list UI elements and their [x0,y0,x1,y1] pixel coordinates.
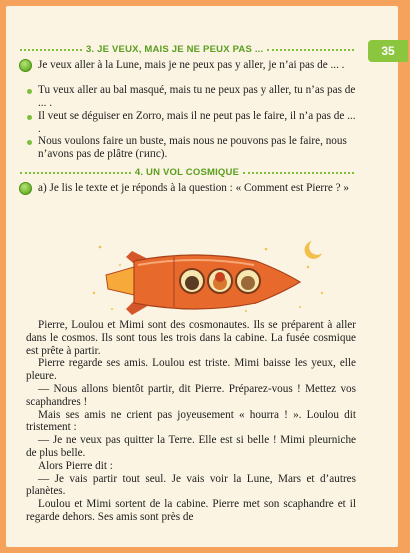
section-4-heading [20,165,354,179]
story-paragraph: Loulou et Mimi sortent de la cabine. Pierre met son scaphandre et il regarde dehors. Ses amis sont près de [26,498,356,523]
page-number: 35 [368,40,408,62]
story-paragraph: Alors Pierre dit : [38,459,113,472]
porthole-3 [236,269,260,293]
exercise-sentence: Il veut se déguiser en Zorro, mais il ne peut pas le faire, il n’a pas de ... . [38,110,356,135]
story-paragraph: — Je ne veux pas quitter la Terre. Elle est si belle ! Mimi pleurniche de plus belle. [26,434,356,459]
exercise-sentence: Je veux aller à la Lune, mais je ne peux pas y aller, je n’ai pas de ... . [38,59,345,71]
task-instruction: a) Je lis le texte et je réponds à la question : « Comment est Pierre ? » [38,182,349,194]
story-paragraph: Pierre, Loulou et Mimi sont des cosmonautes. Ils se préparent à aller dans le cosmos. Ils sont tous les trois dans la cabine. La fusée cosmique est prête à partir. [26,319,356,357]
rocket-exhaust [106,267,134,295]
porthole-2 [208,269,232,293]
story-paragraph: — Je vais partir tout seul. Je vais voir la Lune, Mars et d’autres planètes. [26,472,356,498]
exercise-sentence: Tu veux aller au bal masqué, mais tu ne peux pas y aller, tu n’as pas de ... . [38,84,356,109]
story-paragraph: Pierre regarde ses amis. Loulou est triste. Mimi baisse les yeux, elle pleure. [26,357,356,383]
divider [243,172,354,174]
divider [20,49,82,51]
bullet-icon [27,140,32,145]
exercise-badge-icon [19,59,32,72]
bullet-icon [27,115,32,120]
exercise-sentence: Nous voulons faire un buste, mais nous ne pouvons pas le faire, nous n’avons pas de plâtre (гипс). [38,135,347,160]
section-4-title: 4. UN VOL COSMIQUE [134,166,240,178]
divider [20,172,131,174]
exercise-badge-icon [19,182,32,195]
bullet-icon [27,89,32,94]
story-paragraph: Mais ses amis ne crient pas joyeusement « hourra ! ». Loulou dit tristement : [26,408,356,434]
divider [267,49,354,51]
section-3-heading [20,42,354,56]
porthole-1 [180,269,204,293]
story-text [26,319,356,524]
section-3-title: 3. JE VEUX, MAIS JE NE PEUX PAS ... [86,43,264,55]
story-paragraph: — Nous allons bientôt partir, dit Pierre. Préparez-vous ! Mettez vos scaphandres ! [26,382,356,408]
moon-icon [305,241,322,259]
rocket-illustration [86,237,330,319]
